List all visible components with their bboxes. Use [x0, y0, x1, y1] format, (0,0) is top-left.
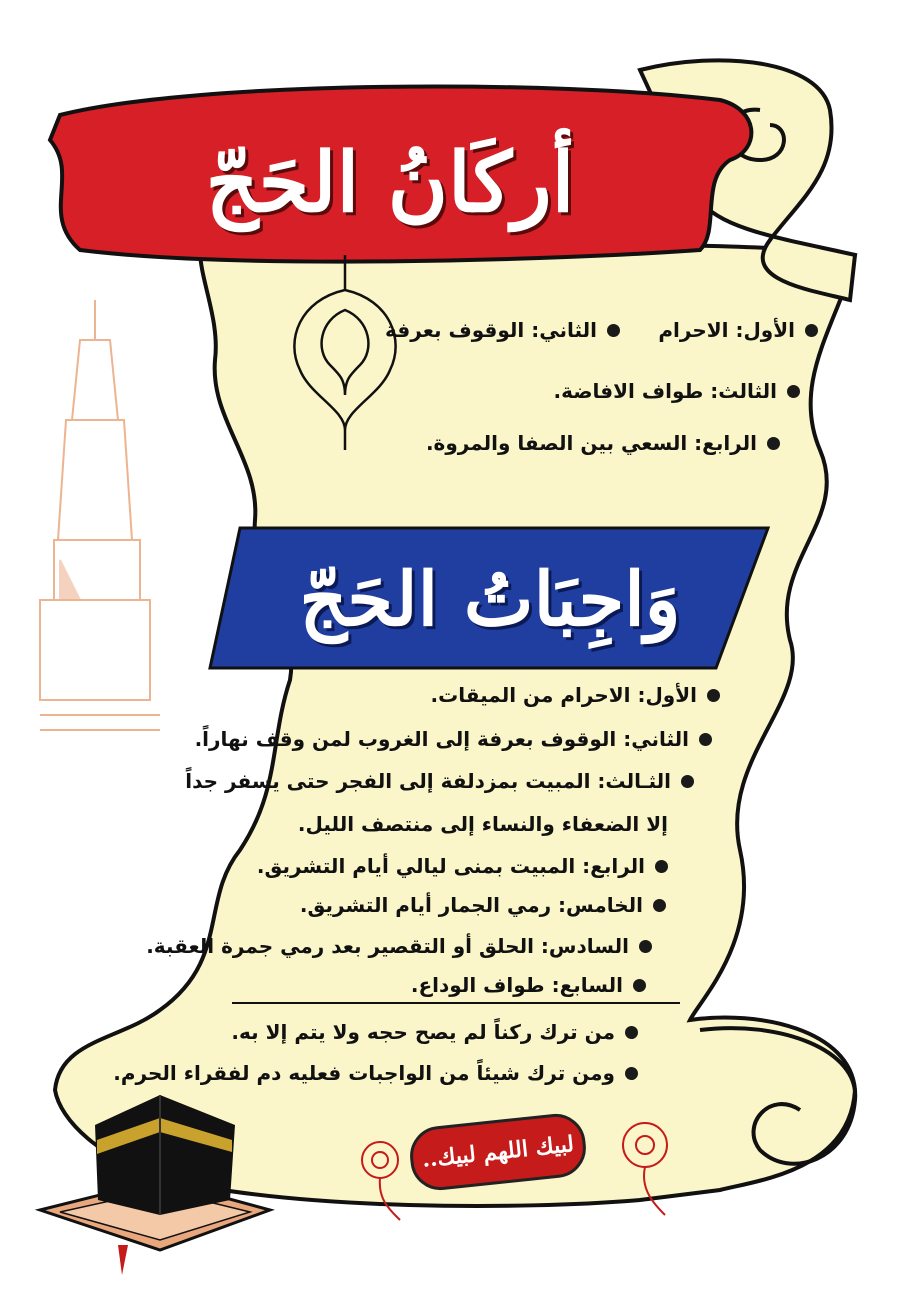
arkan-item-text: الرابع: السعي بين الصفا والمروة.	[425, 431, 757, 455]
bullet-icon	[625, 1067, 638, 1080]
arkan-item-3	[553, 379, 800, 403]
bullet-icon	[787, 385, 800, 398]
arkan-item-text: الثاني: الوقوف بعرفة	[385, 318, 597, 342]
talbiyah-seal: لبيك اللهم لبيك..	[407, 1111, 589, 1193]
minaret-illustration	[40, 300, 160, 730]
section-title-wajibat: وَاجِبَاتُ الحَجّ	[299, 557, 681, 643]
wajibat-item-7	[411, 973, 646, 997]
wajibat-item-text: إلا الضعفاء والنساء إلى منتصف الليل.	[297, 812, 668, 836]
bullet-icon	[805, 324, 818, 337]
wajibat-item-text: السادس: الحلق أو التقصير بعد رمي جمرة العقبة.	[146, 934, 629, 958]
note-item-text: ومن ترك شيئاً من الواجبات فعليه دم لفقراء الحرم.	[113, 1061, 615, 1085]
wajibat-item-3-continued	[298, 812, 668, 836]
arkan-item-text: الأول: الاحرام	[658, 318, 795, 342]
wajibat-item-text: الخامس: رمي الجمار أيام التشريق.	[299, 893, 643, 917]
bullet-icon	[633, 979, 646, 992]
arkan-item-4	[426, 431, 780, 455]
wajibat-item-text: الأول: الاحرام من الميقات.	[430, 683, 697, 707]
wajibat-item-5	[300, 893, 666, 917]
bullet-icon	[707, 689, 720, 702]
note-item-2	[113, 1061, 638, 1085]
wajibat-item-6	[146, 934, 652, 958]
note-item-1	[231, 1020, 638, 1044]
bullet-icon	[767, 437, 780, 450]
arkan-item-2	[385, 318, 620, 342]
note-item-text: من ترك ركناً لم يصح حجه ولا يتم إلا به.	[231, 1020, 615, 1044]
bullet-icon	[625, 1026, 638, 1039]
wajibat-item-text: السابع: طواف الوداع.	[410, 973, 623, 997]
bullet-icon	[655, 860, 668, 873]
wajibat-item-3	[185, 769, 694, 793]
wajibat-item-1	[431, 683, 720, 707]
wajibat-item-text: الرابع: المبيت بمنى ليالي أيام التشريق.	[256, 854, 645, 878]
bullet-icon	[699, 733, 712, 746]
bullet-icon	[607, 324, 620, 337]
wajibat-item-text: الثاني: الوقوف بعرفة إلى الغروب لمن وقف نهاراً.	[194, 727, 689, 751]
wajibat-item-text: الثـالث: المبيت بمزدلفة إلى الفجر حتى يسفر جداً	[185, 769, 671, 793]
page-title: أركَانُ الحَجّ	[205, 135, 575, 231]
bullet-icon	[639, 940, 652, 953]
bullet-icon	[681, 775, 694, 788]
arkan-item-text: الثالث: طواف الافاضة.	[553, 379, 777, 403]
bullet-icon	[653, 899, 666, 912]
wajibat-item-4	[257, 854, 668, 878]
wajibat-item-2	[195, 727, 712, 751]
arkan-item-1	[658, 318, 818, 342]
